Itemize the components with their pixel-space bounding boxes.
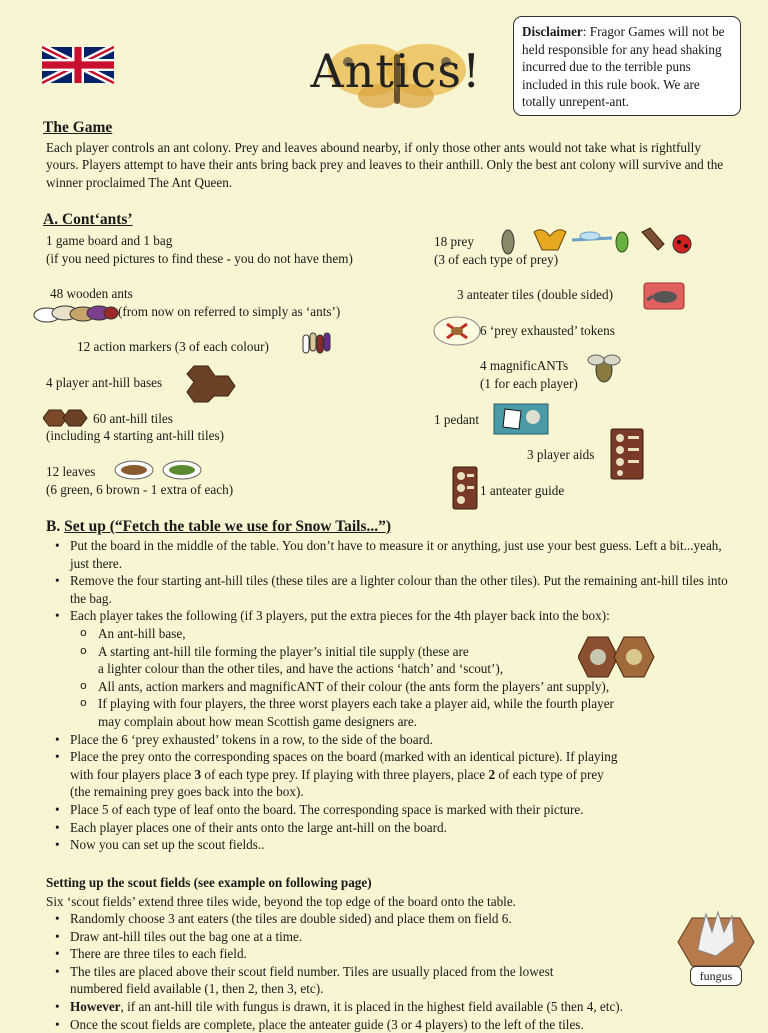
list-item: • Place the 6 ‘prey exhausted’ tokens in a row, to the side of the board.: [52, 731, 732, 749]
disclaimer-box: [513, 16, 741, 116]
setup-list: [52, 537, 732, 854]
content-item-leaves-line1: 12 leaves: [46, 464, 96, 479]
list-item: o A starting ant-hill tile forming the player’s initial tile supply (these are a lighter colour than the other tiles, and have the actions ‘hatch’ and ‘scout’),: [70, 643, 732, 678]
list-item: • Each player places one of their ants onto the large ant-hill on the board.: [52, 819, 732, 837]
content-item-anteater-tiles: 3 anteater tiles (double sided): [457, 287, 613, 302]
antics-logo: [308, 40, 484, 110]
content-item-pedant: 1 pedant: [434, 412, 480, 427]
pedant-icon: [493, 403, 549, 435]
leaves-icon: [114, 459, 204, 481]
anteater-tile-icon: [643, 282, 685, 310]
fungus-icon: [676, 908, 756, 970]
content-item-anthill-tiles-line1: 60 ant-hill tiles: [93, 411, 173, 426]
list-item: • Place the prey onto the corresponding spaces on the board (marked with an identical picture). If playing with four players place 3 of each type prey. If playing with three players, place 2 of each type of prey (the remaining prey goes back into the box).: [52, 748, 732, 801]
list-item: • The tiles are placed above their scout field number. Tiles are usually placed from the lowest numbered field available (1, then 2, then 3, etc).: [52, 963, 732, 998]
content-item-ants-line2: (from now on referred to simply as ‘ants’): [118, 304, 341, 319]
game-text: Each player controls an ant colony. Prey and leaves abound nearby, if only those other ants would not take what is rightfully yours. Players attempt to have their ants bring back prey and leaves to their anthill. Only the best ant colony will survive and the winner proclaimed The Ant Queen.: [46, 140, 724, 190]
content-item-action-markers: 12 action markers (3 of each colour): [77, 339, 269, 354]
content-item-board: 1 game board and 1 bag (if you need pictures to find these - you do not have them): [46, 233, 353, 266]
list-item: • There are three tiles to each field.: [52, 945, 732, 963]
union-jack-flag-icon: [42, 46, 114, 84]
scout-list: [52, 910, 732, 1033]
list-item: • However, if an ant-hill tile with fungus is drawn, it is placed in the highest field available (5 then 4, etc).: [52, 998, 732, 1016]
list-item: • Randomly choose 3 ant eaters (the tiles are double sided) and place them on field 6.: [52, 910, 732, 928]
content-item-magnificants-line2: (1 for each player): [480, 376, 578, 391]
list-item: o An ant-hill base,: [70, 625, 732, 643]
list-item: • Remove the four starting ant-hill tiles (these tiles are a lighter colour than the other tiles). Put the remaining ant-hill tiles into the bag.: [52, 572, 732, 607]
content-item-prey-line1: 18 prey: [434, 234, 474, 249]
prey-exhausted-token-icon: [433, 316, 481, 346]
content-item-anthill-bases: 4 player ant-hill bases: [46, 375, 163, 390]
fungus-tile: [676, 908, 756, 988]
list-item: • Once the scout fields are complete, place the anteater guide (3 or 4 players) to the left of the tiles.: [52, 1016, 732, 1033]
content-item-prey-exhausted: 6 ‘prey exhausted’ tokens: [480, 323, 615, 338]
content-item-ants-line1: 48 wooden ants: [50, 286, 133, 301]
contents-heading: A. Cont‘ants’: [43, 211, 133, 228]
list-item: • Each player takes the following (if 3 players, put the extra pieces for the 4th player back into the box): o An ant-hill base, o A starting ant-hill tile forming the player’s initial tile supply (these are a lighter colour than the other tiles, and have the actions ‘hatch’ and ‘scout’), o All ants, action markers and magnificANT of their colour (the ants form the players’ ant supply), o If playing with four players, the three worst players each take a player aid, while the fourth player may complain about how mean Scottish game designers are.: [52, 607, 732, 730]
scout-intro: Six ‘scout fields’ extend three tiles wide, beyond the top edge of the board onto the table.: [46, 894, 516, 909]
anthill-base-icon: [186, 362, 242, 404]
list-item: o If playing with four players, the three worst players each take a player aid, while the fourth player may complain about how mean Scottish game designers are.: [70, 695, 732, 730]
starting-tiles-icon: [578, 635, 660, 679]
anteater-guide-icon: [452, 466, 478, 510]
list-item: o All ants, action markers and magnificANT of their colour (the ants form the players’ ant supply),: [70, 678, 732, 696]
content-item-magnificants-line1: 4 magnificANTs: [480, 358, 569, 373]
list-item: • Draw ant-hill tiles out the bag one at a time.: [52, 928, 732, 946]
content-item-anteater-guide: 1 anteater guide: [480, 483, 565, 498]
scout-heading: Setting up the scout fields (see example on following page): [46, 875, 372, 890]
magnificant-icon: [586, 348, 622, 388]
content-item-leaves-line2: (6 green, 6 brown - 1 extra of each): [46, 482, 234, 497]
disclaimer-text: : Fragor Games will not be held responsible for any head shaking incurred due to the terrible puns included in this rule book. We are totally unrepent-ant.: [522, 24, 725, 109]
action-markers-icon: [302, 331, 334, 355]
player-aid-icon: [610, 428, 644, 480]
list-item: • Now you can set up the scout fields..: [52, 836, 732, 854]
game-heading: The Game: [43, 119, 113, 136]
content-item-prey-line2: (3 of each type of prey): [434, 252, 559, 267]
list-item: • Place 5 of each type of leaf onto the board. The corresponding space is marked with their picture.: [52, 801, 732, 819]
content-item-player-aids: 3 player aids: [527, 447, 595, 462]
list-item: • Put the board in the middle of the table. You don’t have to measure it or anything, just use your best guess. Left a bit...yeah, just there.: [52, 537, 732, 572]
wooden-ants-icon: [33, 300, 119, 326]
fungus-label: fungus: [690, 966, 742, 986]
anthill-tiles-icon: [43, 408, 93, 428]
logo-title: Antics!: [310, 44, 482, 98]
disclaimer-label: Disclaimer: [522, 24, 583, 39]
setup-heading: B. Set up (“Fetch the table we use for Snow Tails...”): [46, 518, 392, 535]
content-item-anthill-tiles-line2: (including 4 starting ant-hill tiles): [46, 428, 224, 443]
